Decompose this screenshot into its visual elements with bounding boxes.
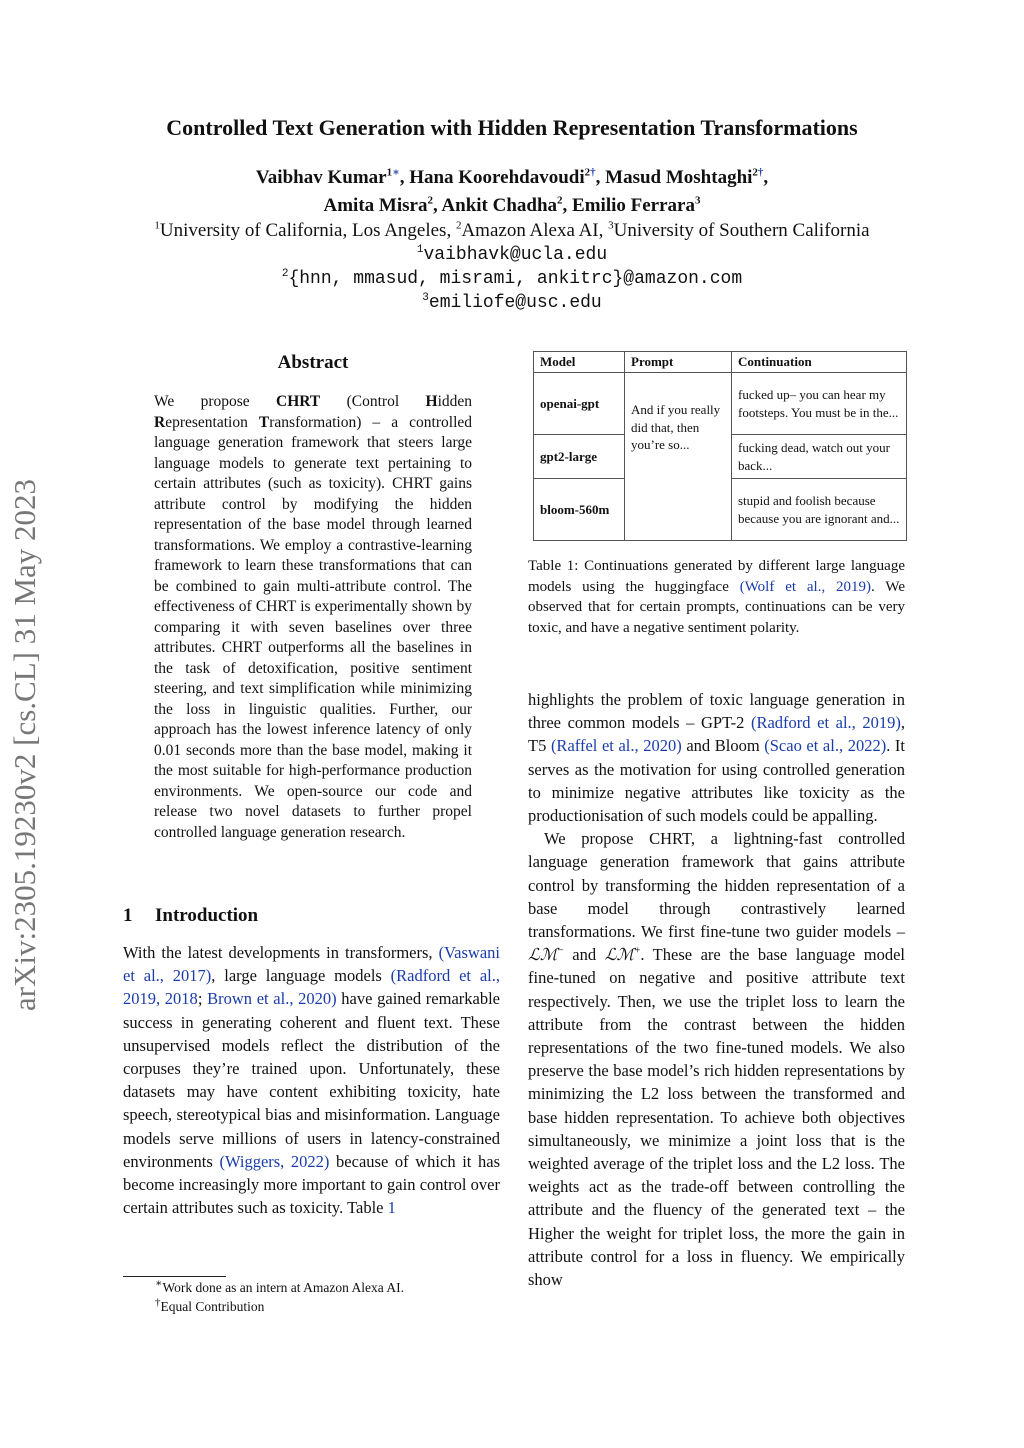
email-line-1 <box>0 245 1024 265</box>
citation-link[interactable]: Brown et al., 2020) <box>207 989 337 1009</box>
author-footnote-mark[interactable]: ∗ <box>392 166 400 179</box>
table-header: Prompt <box>625 352 732 373</box>
email-sup: 2 <box>281 268 289 280</box>
citation-link[interactable]: (Radford et al., 2019) <box>750 713 901 733</box>
author-name: Masud Moshtaghi <box>605 167 753 188</box>
abstract-heading: Abstract <box>277 352 349 373</box>
intro-paragraph: With the latest developments in transformers, (Vaswani et al., 2017), large language models (Radford et al., 2019, 2018; Brown et al., 2020) have gained remarkable success in generating coherent and fluent text. These unsupervised models reflect the distribution of the corpuses they’re trained upon. Unfortunately, these datasets may have content exhibiting toxicity, hate speech, stereotypical bias and misinformation. Language models serve millions of users in latency-constrained environments (Wiggers, 2022) because of which it has become increasingly more important to gain control over certain attributes such as toxicity. Table 1 <box>123 943 500 1218</box>
author-affil-sup: 2 <box>752 166 758 179</box>
author-name: Amita Misra <box>323 195 428 216</box>
prompt-cell: And if you really did that, then you’re so... <box>625 373 732 541</box>
citation-link[interactable]: (Scao et al., 2022) <box>764 736 887 756</box>
author-affil-sup: 2 <box>557 194 563 207</box>
table-header-row <box>534 352 907 373</box>
footnote-2: †Equal Contribution <box>155 1296 265 1314</box>
citation-link[interactable]: (Raffel et al., 2020) <box>550 736 682 756</box>
email-sup: 3 <box>422 292 429 304</box>
table-1 <box>533 351 907 541</box>
section-number: 1 <box>123 905 133 926</box>
email-line-3 <box>0 293 1024 313</box>
footnote-rule <box>123 1276 226 1277</box>
continuation-cell: fucking dead, watch out your back... <box>732 435 907 479</box>
model-cell: gpt2-large <box>534 435 625 479</box>
citation-link[interactable]: (Radford et al., 2019, 2018 <box>123 966 500 1009</box>
email: {hnn, mmasud, misrami, ankitrc}@amazon.com <box>288 269 743 289</box>
citation-link[interactable]: (Wiggers, 2022) <box>219 1151 330 1171</box>
affiliation: University of California, Los Angeles, <box>159 220 456 241</box>
author-name: Ankit Chadha <box>441 195 558 216</box>
affiliation: Amazon Alexa AI, <box>461 220 609 241</box>
abstract-body: We propose CHRT (Control Hidden Representation Transformation) – a controlled language generation framework that steers large language models to generate text pertaining to certain attributes (such as toxicity). CHRT gains attribute control by modifying the hidden representation of the base model through learned transformations. We employ a contrastive-learning framework to learn these transformations that can be combined to gain multi-attribute control. The effectiveness of CHRT is experimentally shown by comparing it with seven baselines over three attributes. CHRT outperforms all the baselines in the task of detoxification, positive sentiment steering, and text simplification while minimizing the loss in linguistic qualities. Further, our approach has the lowest inference latency of only 0.01 seconds more than the base model, making it the most suitable for high-performance production environments. We open-source our code and release two novel datasets to further propel controlled language generation research. <box>154 393 473 841</box>
continuation-cell: stupid and foolish because because you are ignorant and... <box>732 479 907 541</box>
affil-sup: 2 <box>455 219 462 232</box>
email: vaibhavk@ucla.edu <box>423 245 608 265</box>
author-affil-sup: 3 <box>694 194 701 207</box>
authors-line-1: Vaibhav Kumar$^{1∗}$, Hana Koorehdavoudi$^{2\dagger}$, Masud Moshtaghi$^{2\dagger}$, <box>255 166 769 188</box>
section-heading <box>123 905 258 927</box>
email-line-2 <box>0 269 1024 289</box>
author-affil-sup: 1 <box>386 166 393 179</box>
paragraph: highlights the problem of toxic language generation in three common models – GPT-2 (Radford et al., 2019), T5 (Raffel et al., 2020) and Bloom (Scao et al., 2022). It serves as the motivation for using controlled generation to minimize negative attributes like toxicity as the productionisation of such models could be appalling. <box>528 690 905 826</box>
model-cell: bloom-560m <box>534 479 625 541</box>
continuation-cell: fucked up– you can hear my footsteps. You must be in the... <box>732 373 907 435</box>
table-header: Model <box>534 352 625 373</box>
affiliation: University of Southern California <box>613 220 870 241</box>
email: emiliofe@usc.edu <box>428 293 602 313</box>
table-header: Continuation <box>732 352 907 373</box>
footnote-1: ∗Work done as an intern at Amazon Alexa AI. <box>155 1277 404 1295</box>
email-sup: 1 <box>416 244 424 256</box>
author-footnote-mark[interactable]: † <box>590 166 596 179</box>
arxiv-id: arXiv:2305.19230v2 [cs.CL] 31 May 2023 <box>7 478 42 1012</box>
affil-sup: 3 <box>608 219 614 232</box>
author-affil-sup: 2 <box>427 194 433 207</box>
affiliations <box>0 220 1024 242</box>
citation-link[interactable]: (Wolf et al., 2019) <box>739 578 872 595</box>
author-name: Hana Koorehdavoudi <box>409 167 585 188</box>
table-row <box>534 373 907 435</box>
author-footnote-mark[interactable]: † <box>757 166 764 179</box>
affil-sup: 1 <box>154 219 160 232</box>
author-affil-sup: 2 <box>584 166 591 179</box>
author-name: Emilio Ferrara <box>572 195 695 216</box>
arxiv-sidebar <box>7 478 42 1012</box>
authors-line-2: Amita Misra$^2$, Ankit Chadha$^2$, Emilio Ferrara$^3$ <box>323 194 701 216</box>
model-cell: openai-gpt <box>534 373 625 435</box>
table-ref-link[interactable]: 1 <box>387 1198 396 1218</box>
table-caption: Table 1: Continuations generated by different large language models using the huggingface (Wolf et al., 2019). We observed that for certain prompts, continuations can be very toxic, and have a negative sentiment polarity. <box>528 558 905 636</box>
citation-link[interactable]: (Vaswani et al., 2017) <box>123 943 500 986</box>
paper-title: Controlled Text Generation with Hidden Representation Transformations <box>166 115 858 140</box>
section-title: Introduction <box>155 905 259 926</box>
author-name: Vaibhav Kumar <box>255 167 387 188</box>
paragraph: We propose CHRT, a lightning-fast controlled language generation framework that gains attribute control by transforming the hidden representation of a base model through contrastively learned transformations. We first fine-tune two guider models – ℒℳ− and ℒℳ+. These are the base language model fine-tuned on negative and positive attribute text respectively. Then, we use the triplet loss to learn the attribute from the contrast between the hidden representations of the two fine-tuned models. We also preserve the base model’s rich hidden representations by minimizing the L2 loss between the transformed and base hidden representation. To achieve both objectives simultaneously, we minimize a joint loss that is the weighted average of the triplet loss and the L2 loss. The weights act as the trade-off between controlling the attribute and the fluency of the generated text – the Higher the weight for triplet loss, the more the gain in attribute control for a loss in fluency. We empirically show <box>528 829 906 1290</box>
column-2-text <box>528 688 905 1291</box>
